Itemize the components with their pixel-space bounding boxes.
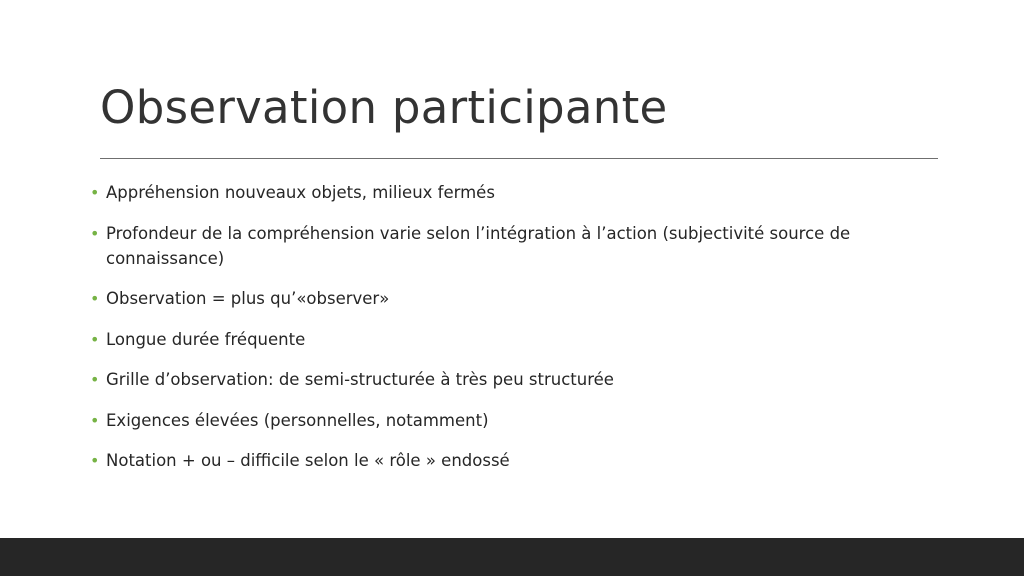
bullet-dot-icon: • xyxy=(90,183,100,202)
footer-bar xyxy=(0,538,1024,576)
bullet-text: Exigences élevées (personnelles, notamment) xyxy=(106,410,489,430)
bullet-dot-icon: • xyxy=(90,410,100,430)
bullet-item xyxy=(90,367,920,392)
bullet-text: Notation + ou – difficile selon le « rôle » endossé xyxy=(106,451,510,470)
bullet-item xyxy=(90,180,920,205)
bullet-item xyxy=(90,286,920,311)
slide-title: Observation participante xyxy=(100,81,668,134)
bullet-list xyxy=(90,180,920,489)
bullet-dot-icon: • xyxy=(90,451,100,470)
bullet-text: Observation = plus qu’«observer» xyxy=(106,289,390,308)
bullet-text: Grille d’observation: de semi-structurée à très peu structurée xyxy=(106,370,614,389)
bullet-dot-icon: • xyxy=(90,223,100,243)
title-divider xyxy=(100,158,938,159)
bullet-item xyxy=(90,327,920,352)
bullet-text: Longue durée fréquente xyxy=(106,329,306,349)
bullet-item xyxy=(90,408,920,433)
bullet-text: Profondeur de la compréhension varie selon l’intégration à l’action (subjectivité source de connaissance) xyxy=(106,223,851,268)
bullet-dot-icon: • xyxy=(90,370,100,389)
bullet-text: Appréhension nouveaux objets, milieux fermés xyxy=(106,183,495,202)
bullet-dot-icon: • xyxy=(90,329,100,349)
bullet-item xyxy=(90,448,920,473)
bullet-dot-icon: • xyxy=(90,289,100,308)
bullet-item xyxy=(90,221,920,271)
